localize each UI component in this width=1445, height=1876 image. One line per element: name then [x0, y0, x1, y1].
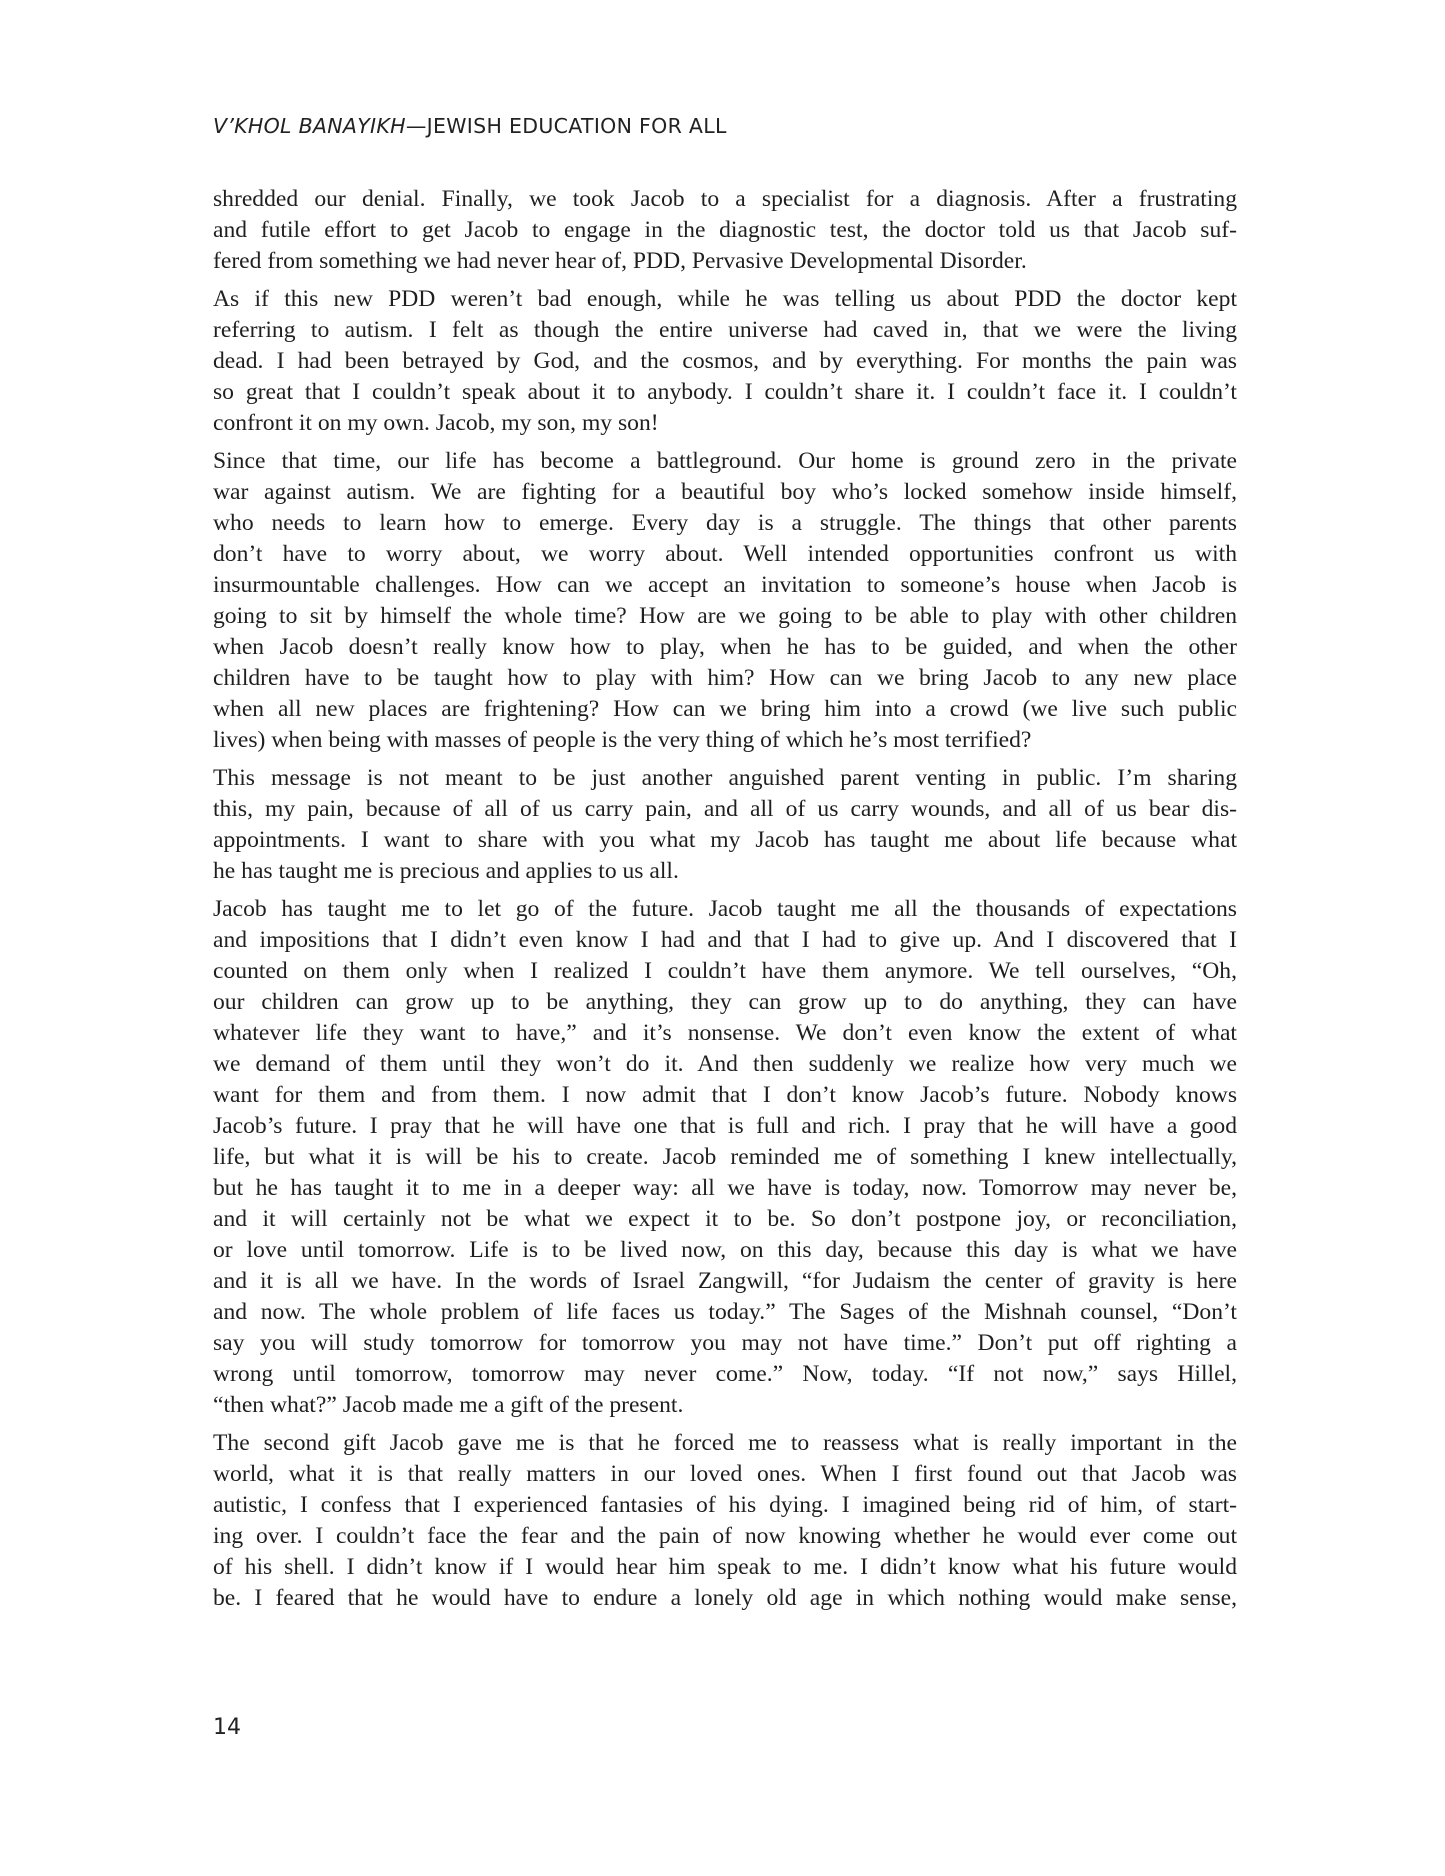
book-title: V’KHOL BANAYIKH	[213, 114, 406, 138]
text-line: we demand of them until they won’t do it. And then suddenly we realize how very much we	[213, 1051, 1237, 1077]
text-line: whatever life they want to have,” and it’s nonsense. We don’t even know the extent of what	[213, 1020, 1237, 1046]
text-line: and now. The whole problem of life faces us today.” The Sages of the Mishnah counsel, “Don’t	[213, 1299, 1237, 1325]
text-line: and it will certainly not be what we expect it to be. So don’t postpone joy, or reconciliation,	[213, 1206, 1237, 1232]
text-line: and impositions that I didn’t even know I had and that I had to give up. And I discovered that I	[213, 927, 1237, 953]
text-line: so great that I couldn’t speak about it to anybody. I couldn’t share it. I couldn’t face it. I couldn’t	[213, 379, 1237, 405]
paragraph	[213, 446, 1237, 756]
text-line: autistic, I confess that I experienced fantasies of his dying. I imagined being rid of him, of start-	[213, 1492, 1237, 1518]
text-line: war against autism. We are fighting for a beautiful boy who’s locked somehow inside himself,	[213, 479, 1237, 505]
text-line: and futile effort to get Jacob to engage in the diagnostic test, the doctor told us that Jacob suf-	[213, 217, 1237, 243]
text-line: lives) when being with masses of people is the very thing of which he’s most terrified?	[213, 727, 1032, 753]
text-line: don’t have to worry about, we worry about. Well intended opportunities confront us with	[213, 541, 1237, 567]
text-line: going to sit by himself the whole time? How are we going to be able to play with other children	[213, 603, 1237, 629]
text-line: life, but what it is will be his to create. Jacob reminded me of something I knew intellectually,	[213, 1144, 1237, 1170]
text-line: ing over. I couldn’t face the fear and the pain of now knowing whether he would ever come out	[213, 1523, 1237, 1549]
text-line: confront it on my own. Jacob, my son, my son!	[213, 410, 659, 436]
text-line: referring to autism. I felt as though the entire universe had caved in, that we were the living	[213, 317, 1237, 343]
text-line: Jacob has taught me to let go of the future. Jacob taught me all the thousands of expectations	[213, 896, 1237, 922]
text-line: children have to be taught how to play with him? How can we bring Jacob to any new place	[213, 665, 1237, 691]
text-line: shredded our denial. Finally, we took Jacob to a specialist for a diagnosis. After a frustrating	[213, 186, 1237, 212]
text-line: “then what?” Jacob made me a gift of the present.	[213, 1392, 684, 1418]
text-line: but he has taught it to me in a deeper way: all we have is today, now. Tomorrow may never be,	[213, 1175, 1237, 1201]
page-number: 14	[213, 1715, 241, 1740]
text-line: our children can grow up to be anything, they can grow up to do anything, they can have	[213, 989, 1237, 1015]
text-line: fered from something we had never hear of, PDD, Pervasive Developmental Disorder.	[213, 248, 1027, 274]
text-line: and it is all we have. In the words of Israel Zangwill, “for Judaism the center of gravity is here	[213, 1268, 1237, 1294]
text-line: Since that time, our life has become a battleground. Our home is ground zero in the private	[213, 448, 1237, 474]
paragraph	[213, 1428, 1237, 1614]
paragraph	[213, 763, 1237, 887]
text-line: of his shell. I didn’t know if I would hear him speak to me. I didn’t know what his future would	[213, 1554, 1237, 1580]
text-line: this, my pain, because of all of us carry pain, and all of us carry wounds, and all of us bear dis-	[213, 796, 1237, 822]
text-line: appointments. I want to share with you what my Jacob has taught me about life because what	[213, 827, 1237, 853]
text-line: world, what it is that really matters in our loved ones. When I first found out that Jacob was	[213, 1461, 1237, 1487]
text-line: who needs to learn how to emerge. Every day is a struggle. The things that other parents	[213, 510, 1237, 536]
text-line: This message is not meant to be just another anguished parent venting in public. I’m sharing	[213, 765, 1237, 791]
body-text	[213, 184, 1237, 1621]
text-line: The second gift Jacob gave me is that he forced me to reassess what is really important in the	[213, 1430, 1237, 1456]
text-line: when Jacob doesn’t really know how to play, when he has to be guided, and when the other	[213, 634, 1237, 660]
text-line: dead. I had been betrayed by God, and the cosmos, and by everything. For months the pain was	[213, 348, 1237, 374]
text-line: Jacob’s future. I pray that he will have one that is full and rich. I pray that he will have a good	[213, 1113, 1237, 1139]
text-line: say you will study tomorrow for tomorrow you may not have time.” Don’t put off righting a	[213, 1330, 1237, 1356]
text-line: wrong until tomorrow, tomorrow may never come.” Now, today. “If not now,” says Hillel,	[213, 1361, 1237, 1387]
text-line: counted on them only when I realized I couldn’t have them anymore. We tell ourselves, “Oh,	[213, 958, 1237, 984]
book-subtitle: —JEWISH EDUCATION FOR ALL	[405, 114, 727, 138]
paragraph	[213, 284, 1237, 439]
text-line: when all new places are frightening? How can we bring him into a crowd (we live such public	[213, 696, 1237, 722]
text-line: or love until tomorrow. Life is to be lived now, on this day, because this day is what we have	[213, 1237, 1237, 1263]
text-line: insurmountable challenges. How can we accept an invitation to someone’s house when Jacob is	[213, 572, 1237, 598]
paragraph	[213, 184, 1237, 277]
text-line: be. I feared that he would have to endure a lonely old age in which nothing would make sense,	[213, 1585, 1237, 1611]
text-line: want for them and from them. I now admit that I don’t know Jacob’s future. Nobody knows	[213, 1082, 1237, 1108]
text-line: As if this new PDD weren’t bad enough, while he was telling us about PDD the doctor kept	[213, 286, 1237, 312]
running-head	[213, 114, 727, 138]
text-line: he has taught me is precious and applies to us all.	[213, 858, 679, 884]
paragraph	[213, 894, 1237, 1421]
